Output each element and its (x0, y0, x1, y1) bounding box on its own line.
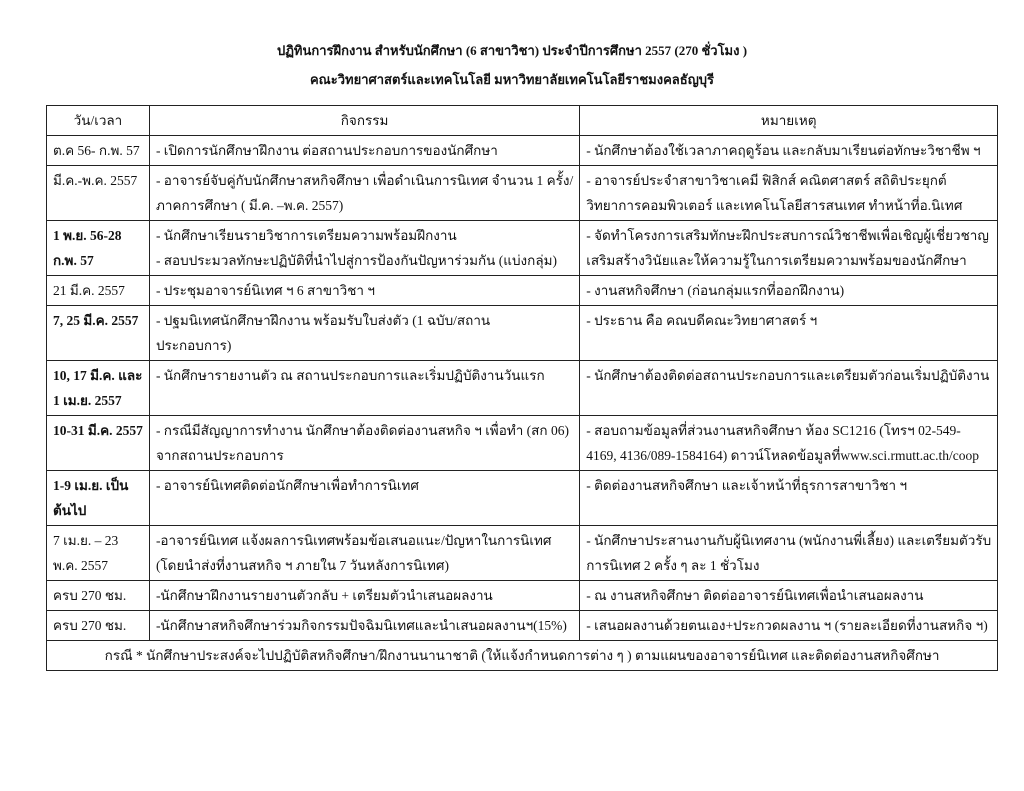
note-cell (580, 221, 998, 276)
activity-cell-line: - นักศึกษารายงานตัว ณ สถานประกอบการและเริ่มปฏิบัติงานวันแรก (155, 368, 545, 383)
activity-cell-line: ประกอบการ) (155, 338, 232, 353)
document-subtitle: คณะวิทยาศาสตร์และเทคโนโลยี มหาวิทยาลัยเทคโนโลยีราชมงคลธัญบุรี (309, 72, 715, 87)
note-cell-line: - สอบถามข้อมูลที่ส่วนงานสหกิจศึกษา ห้อง SC1216 (โทรฯ 02-549- (586, 423, 961, 438)
date-cell (47, 526, 150, 581)
activity-cell-line: - เปิดการนักศึกษาฝึกงาน ต่อสถานประกอบการของนักศึกษา (155, 143, 498, 158)
note-cell (580, 416, 998, 471)
activity-cell (149, 611, 579, 641)
activity-cell-line: - สอบประมวลทักษะปฏิบัติที่นำไปสู่การป้องกันปัญหาร่วมกัน (แบ่งกลุ่ม) (155, 253, 557, 268)
note-cell (580, 166, 998, 221)
table-row (47, 581, 998, 611)
activity-cell-line: -อาจารย์นิเทศ แจ้งผลการนิเทศพร้อมข้อเสนอแนะ/ปัญหาในการนิเทศ (155, 533, 552, 548)
note-cell-line: - นักศึกษาต้องใช้เวลาภาคฤดูร้อน และกลับมาเรียนต่อทักษะวิชาชีพ ฯ (586, 143, 981, 158)
note-cell-line: - นักศึกษาต้องติดต่อสถานประกอบการและเตรียมตัวก่อนเริ่มปฏิบัติงาน (586, 368, 990, 383)
note-cell-line: เสริมสร้างวินัยและให้ความรู้ในการเตรียมความพร้อมของนักศึกษา (586, 253, 967, 268)
activity-cell-line: - อาจารย์จับคู่กับนักศึกษาสหกิจศึกษา เพื่อดำเนินการนิเทศ จำนวน 1 ครั้ง/ (155, 173, 574, 188)
table-row (47, 471, 998, 526)
note-cell-line: - ติดต่องานสหกิจศึกษา และเจ้าหน้าที่ธุรการสาขาวิชา ฯ (586, 478, 908, 493)
activity-cell (149, 276, 579, 306)
note-cell-line: - เสนอผลงานด้วยตนเอง+ประกวดผลงาน ฯ (รายละเอียดที่งานสหกิจ ฯ) (586, 618, 988, 633)
activity-cell-line: (โดยนำส่งที่งานสหกิจ ฯ ภายใน 7 วันหลังการนิเทศ) (155, 558, 449, 573)
date-cell (47, 361, 150, 416)
table-row (47, 136, 998, 166)
date-cell-line: พ.ค. 2557 (53, 558, 109, 573)
table-footer-row (47, 641, 998, 671)
note-cell-line: - ประธาน คือ คณบดีคณะวิทยาศาสตร์ ฯ (586, 313, 818, 328)
date-cell (47, 471, 150, 526)
date-cell-line: ต้นไป (53, 503, 87, 518)
date-cell-line: ก.พ. 57 (53, 253, 94, 268)
note-cell-line: - ณ งานสหกิจศึกษา ติดต่ออาจารย์นิเทศเพื่อนำเสนอผลงาน (586, 588, 924, 603)
activity-cell-line: - ประชุมอาจารย์นิเทศ ฯ 6 สาขาวิชา ฯ (155, 283, 375, 298)
date-cell (47, 136, 150, 166)
date-cell (47, 276, 150, 306)
header-activity: กิจกรรม (149, 106, 579, 136)
date-cell (47, 611, 150, 641)
date-cell-line: ครบ 270 ชม. (53, 588, 127, 603)
note-cell-line: - งานสหกิจศึกษา (ก่อนกลุ่มแรกที่ออกฝึกงาน) (586, 283, 845, 298)
date-cell-line: มี.ค.-พ.ค. 2557 (53, 173, 138, 188)
note-cell (580, 276, 998, 306)
activity-cell-line: - กรณีมีสัญญาการทำงาน นักศึกษาต้องติดต่องานสหกิจ ฯ เพื่อทำ (สก 06) (155, 423, 569, 438)
note-cell-line: 4169, 4136/089-1584164) ดาวน์โหลดข้อมูลที่www.sci.rmutt.ac.th/coop (586, 448, 979, 463)
activity-cell-line: - ปฐมนิเทศนักศึกษาฝึกงาน พร้อมรับใบส่งตัว (1 ฉบับ/สถาน (155, 313, 491, 328)
activity-cell-line: - นักศึกษาเรียนรายวิชาการเตรียมความพร้อมฝึกงาน (155, 228, 457, 243)
activity-cell-line: จากสถานประกอบการ (155, 448, 284, 463)
note-cell (580, 306, 998, 361)
activity-cell-line: ภาคการศึกษา ( มี.ค. –พ.ค. 2557) (155, 198, 344, 213)
table-row (47, 611, 998, 641)
activity-cell (149, 306, 579, 361)
date-cell-line: 10, 17 มี.ค. และ (53, 368, 143, 383)
date-cell-line: ต.ค 56- ก.พ. 57 (53, 143, 140, 158)
activity-cell (149, 581, 579, 611)
date-cell-line: 1 พ.ย. 56-28 (53, 228, 122, 243)
note-cell (580, 471, 998, 526)
activity-cell (149, 361, 579, 416)
date-cell-line: 21 มี.ค. 2557 (53, 283, 125, 298)
note-cell-line: - นักศึกษาประสานงานกับผู้นิเทศงาน (พนักงานพี่เลี้ยง) และเตรียมตัวรับ (586, 533, 992, 548)
table-row (47, 416, 998, 471)
activity-cell-line: -นักศึกษาฝึกงานรายงานตัวกลับ + เตรียมตัวนำเสนอผลงาน (155, 588, 493, 603)
note-cell-line: วิทยาการคอมพิวเตอร์ และเทคโนโลยีสารสนเทศ ทำหน้าที่อ.นิเทศ (586, 198, 963, 213)
table-row (47, 221, 998, 276)
footer-note: กรณี * นักศึกษาประสงค์จะไปปฏิบัติสหกิจศึกษา/ฝึกงานนานาชาติ (ให้แจ้งกำหนดการต่าง ๆ ) ตามแผนของอาจารย์นิเทศ และติดต่องานสหกิจศึกษา (47, 641, 998, 671)
table-row (47, 526, 998, 581)
date-cell (47, 306, 150, 361)
date-cell-line: 1-9 เม.ย. เป็น (53, 478, 129, 493)
activity-cell (149, 136, 579, 166)
date-cell-line: 10-31 มี.ค. 2557 (53, 423, 143, 438)
activity-cell (149, 526, 579, 581)
date-cell-line: 1 เม.ย. 2557 (53, 393, 122, 408)
note-cell-line: - จัดทำโครงการเสริมทักษะฝึกประสบการณ์วิชาชีพเพื่อเชิญผู้เชี่ยวชาญ (586, 228, 989, 243)
note-cell (580, 611, 998, 641)
table-row (47, 276, 998, 306)
note-cell-line: - อาจารย์ประจำสาขาวิชาเคมี ฟิสิกส์ คณิตศาสตร์ สถิติประยุกต์ (586, 173, 947, 188)
note-cell-line: การนิเทศ 2 ครั้ง ๆ ละ 1 ชั่วโมง (586, 558, 760, 573)
activity-cell-line: -นักศึกษาสหกิจศึกษาร่วมกิจกรรมปัจฉิมนิเทศและนำเสนอผลงานฯ(15%) (155, 618, 567, 633)
header-date: วัน/เวลา (47, 106, 150, 136)
activity-cell (149, 471, 579, 526)
table-header-row (47, 106, 998, 136)
date-cell-line: 7, 25 มี.ค. 2557 (53, 313, 139, 328)
date-cell (47, 416, 150, 471)
note-cell (580, 526, 998, 581)
activity-cell (149, 416, 579, 471)
date-cell-line: ครบ 270 ชม. (53, 618, 127, 633)
table-row (47, 361, 998, 416)
activity-cell-line: - อาจารย์นิเทศติดต่อนักศึกษาเพื่อทำการนิเทศ (155, 478, 419, 493)
date-cell (47, 221, 150, 276)
note-cell (580, 581, 998, 611)
date-cell (47, 581, 150, 611)
note-cell (580, 136, 998, 166)
table-row (47, 166, 998, 221)
internship-calendar-table (46, 105, 998, 671)
table-row (47, 306, 998, 361)
date-cell-line: 7 เม.ย. – 23 (53, 533, 119, 548)
document-title: ปฏิทินการฝึกงาน สำหรับนักศึกษา (6 สาขาวิชา) ประจำปีการศึกษา 2557 (270 ชั่วโมง ) (276, 43, 748, 58)
note-cell (580, 361, 998, 416)
activity-cell (149, 166, 579, 221)
header-note: หมายเหตุ (580, 106, 998, 136)
activity-cell (149, 221, 579, 276)
date-cell (47, 166, 150, 221)
